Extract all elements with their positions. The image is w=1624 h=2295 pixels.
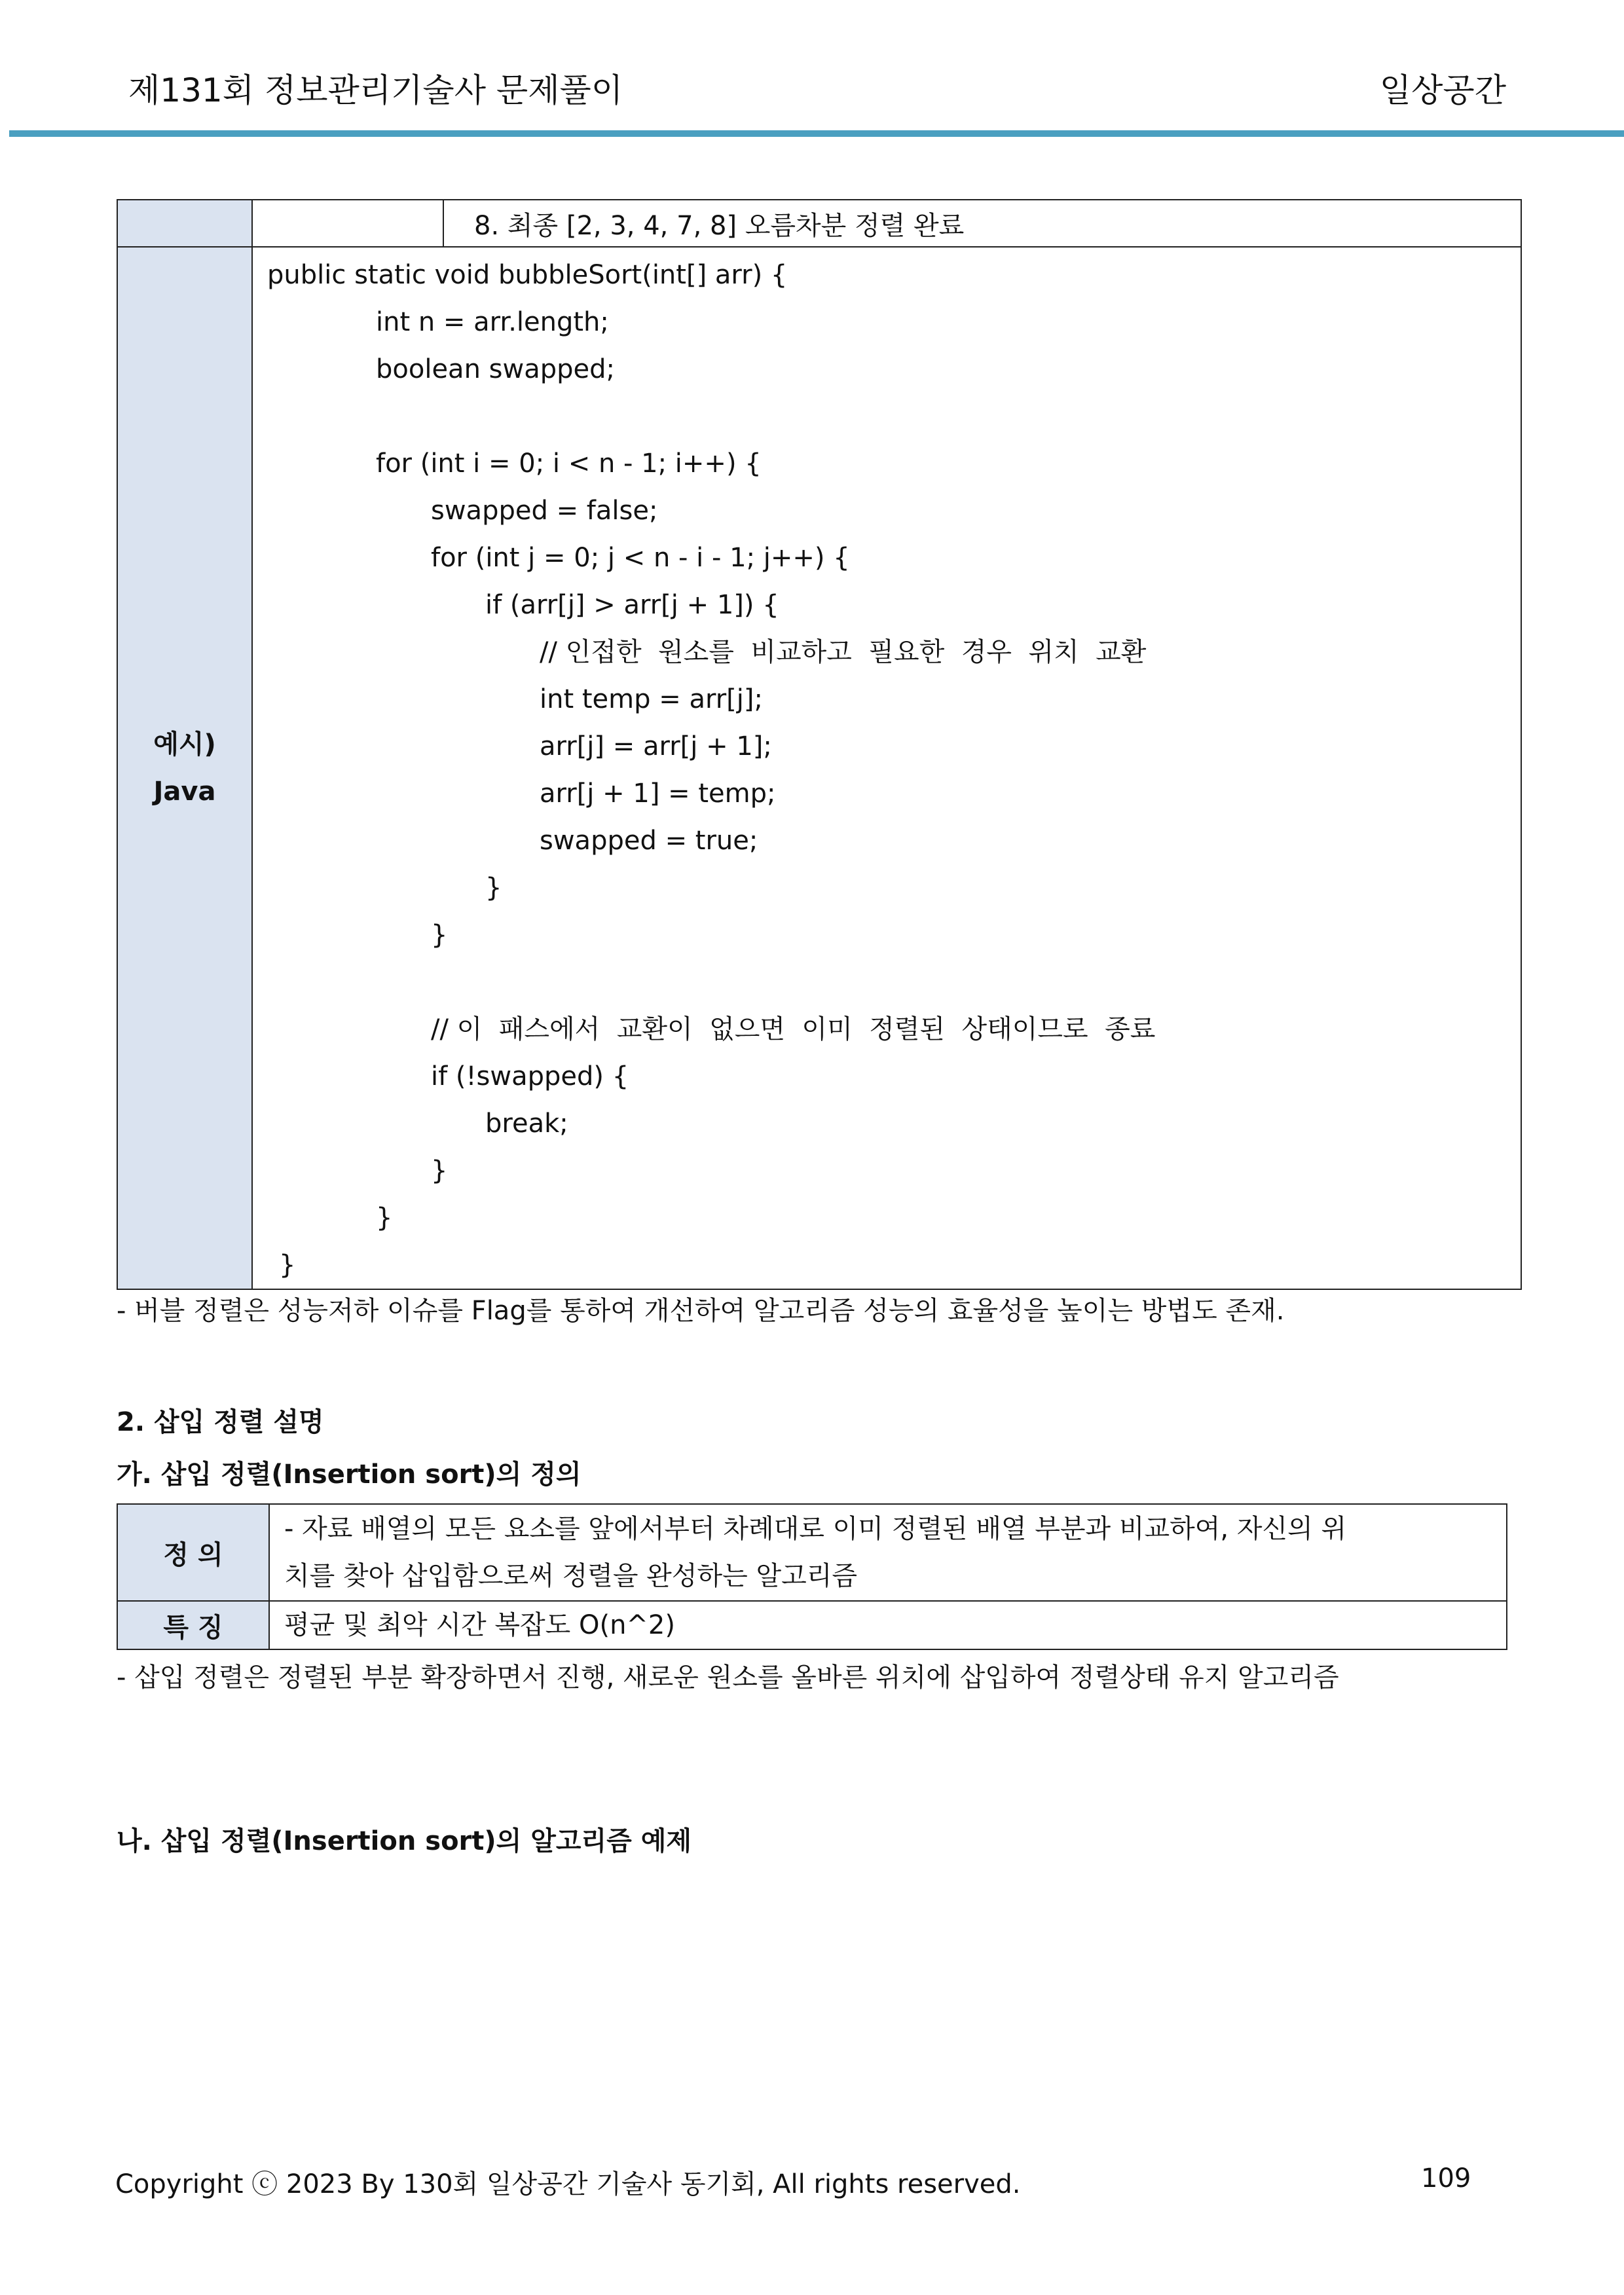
- table-row: [117, 1601, 1507, 1649]
- code-line: }: [431, 1156, 448, 1186]
- code-line: }: [279, 1250, 296, 1280]
- definition-line: 치를 찾아 삽입함으로써 정렬을 완성하는 알고리즘: [284, 1561, 858, 1591]
- subsection-heading: 나. 삽입 정렬(Insertion sort)의 알고리즘 예제: [117, 1826, 692, 1856]
- example-label-language: Java: [153, 777, 216, 807]
- code-line: if (arr[j] > arr[j + 1]) {: [485, 590, 779, 620]
- insertion-sort-definition-table: [117, 1503, 1507, 1650]
- code-line: }: [376, 1203, 393, 1233]
- code-line: break;: [485, 1109, 568, 1139]
- table-row: [117, 200, 1521, 247]
- table-row: [117, 1504, 1507, 1601]
- code-line: swapped = true;: [540, 826, 758, 856]
- example-label-line: 예시): [153, 729, 216, 760]
- code-line: for (int j = 0; j < n - i - 1; j++) {: [431, 543, 850, 573]
- feature-value: 평균 및 최악 시간 복잡도 O(n^2): [269, 1601, 1507, 1649]
- bubble-sort-note: - 버블 정렬은 성능저하 이슈를 Flag를 통하여 개선하여 알고리즘 성능의 효율성을 높이는 방법도 존재.: [117, 1296, 1285, 1326]
- table-empty-cell: [252, 200, 443, 247]
- code-line: if (!swapped) {: [431, 1061, 629, 1092]
- code-line: public static void bubbleSort(int[] arr) {: [267, 260, 788, 290]
- definition-line: - 자료 배열의 모든 요소를 앞에서부터 차례대로 이미 정렬된 배열 부분과 비교하여, 자신의 위: [284, 1514, 1347, 1544]
- code-line: int temp = arr[j];: [540, 684, 763, 714]
- bubble-sort-table: [117, 199, 1522, 1290]
- table-label-cell: [117, 200, 252, 247]
- code-line: [253, 959, 1521, 1006]
- definition-value: [269, 1504, 1507, 1601]
- table-row: [117, 247, 1521, 1289]
- code-line: swapped = false;: [431, 496, 658, 526]
- document-title: 제131회 정보관리기술사 문제풀이: [128, 71, 623, 109]
- code-comment: // 이 패스에서 교환이 없으면 이미 정렬된 상태이므로 종료: [431, 1014, 1156, 1044]
- step-text: 8. 최종 [2, 3, 4, 7, 8] 오름차분 정렬 완료: [443, 200, 1521, 247]
- code-line: }: [431, 920, 448, 950]
- definition-label: 정 의: [117, 1504, 269, 1601]
- code-line: arr[j] = arr[j + 1];: [540, 731, 772, 762]
- code-line: for (int i = 0; i < n - 1; i++) {: [376, 449, 762, 479]
- header-divider: [9, 130, 1624, 137]
- section-heading: 2. 삽입 정렬 설명: [117, 1407, 324, 1437]
- feature-label: 특 징: [117, 1601, 269, 1649]
- code-block: [252, 247, 1521, 1289]
- code-line: boolean swapped;: [376, 354, 615, 384]
- subsection-heading: 가. 삽입 정렬(Insertion sort)의 정의: [117, 1460, 581, 1490]
- example-label: [117, 247, 252, 1289]
- code-line: arr[j + 1] = temp;: [540, 779, 776, 809]
- code-line: int n = arr.length;: [376, 307, 609, 337]
- page-number: 109: [1421, 2163, 1471, 2194]
- code-comment: // 인접한 원소를 비교하고 필요한 경우 위치 교환: [540, 637, 1147, 667]
- insertion-sort-note: - 삽입 정렬은 정렬된 부분 확장하면서 진행, 새로운 원소를 올바른 위치에 삽입하여 정렬상태 유지 알고리즘: [117, 1662, 1339, 1693]
- copyright-notice: Copyright ⓒ 2023 By 130회 일상공간 기술사 동기회, All rights reserved.: [115, 2169, 1021, 2199]
- code-line: [253, 393, 1521, 440]
- code-line: }: [485, 873, 502, 903]
- brand-name: 일상공간: [1379, 71, 1506, 109]
